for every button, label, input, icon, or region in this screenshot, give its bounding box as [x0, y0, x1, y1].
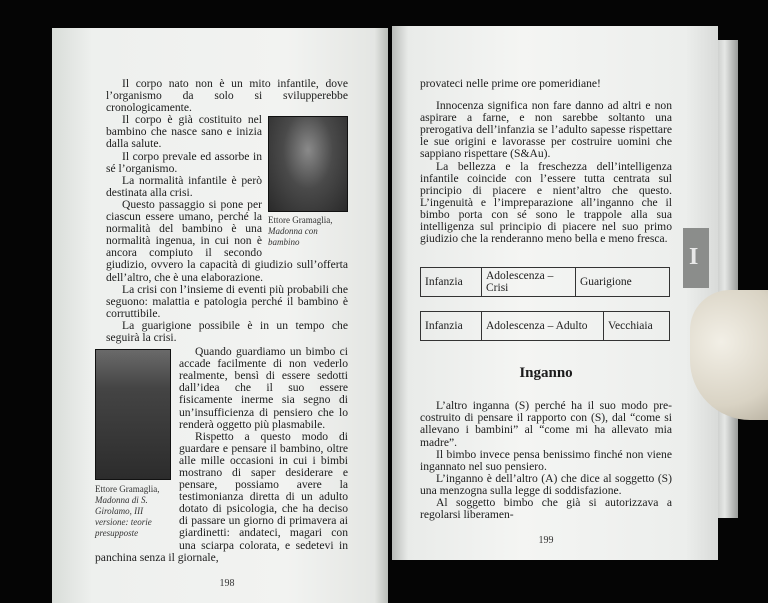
- table-cell: Adolescenza – Crisi: [482, 268, 576, 297]
- right-page: [392, 26, 718, 560]
- paragraph: Il corpo nato non è un mito infantile, dove l’organismo da solo si svilupperebbe cronologicamente.: [106, 77, 348, 115]
- madonna-di-s-girolamo-image: [95, 349, 171, 480]
- page-number: 199: [538, 535, 554, 547]
- paragraph: Il corpo è già costituito nel bambino che nasce sano e inizia dalla salute.: [106, 113, 262, 151]
- madonna-con-bambino-image: [268, 116, 348, 212]
- caption-title: Madonna con bambino: [268, 226, 318, 248]
- right-section-2: [420, 400, 672, 521]
- left-section-2: [95, 346, 348, 564]
- table-cell: Infanzia: [421, 268, 482, 297]
- caption-author: Ettore Gramaglia,: [95, 484, 160, 495]
- life-stages-table-2: [420, 311, 670, 341]
- page-edges: [716, 40, 738, 518]
- left-page: [52, 28, 388, 603]
- image-caption: [95, 484, 171, 539]
- paragraph: Innocenza significa non fare danno ad altri e non aspirare a farne, e non sarebbe soltanto una prerogativa dell’infanzia se l’adulto sapesse rispettare le sue origini e lavorasse per costruire uomini che sappiano rispettare (S&Au).: [420, 99, 672, 161]
- life-stages-table-1: [420, 267, 670, 297]
- table-cell: Infanzia: [421, 312, 482, 341]
- caption-author: Ettore Gramaglia,: [268, 215, 333, 226]
- table-cell: Adolescenza – Adulto: [482, 312, 604, 341]
- madonna-image-figure: [268, 116, 348, 248]
- right-section-1: [420, 78, 672, 245]
- girolamo-image-figure: [95, 349, 171, 539]
- paragraph: L’inganno è dell’altro (A) che dice al soggetto (S) una menzogna sulla legge di soddisfazione.: [420, 471, 672, 497]
- chapter-thumb-tab: [683, 228, 709, 288]
- paragraph: Il bimbo invece pensa benissimo finché non viene ingannato nel suo pensiero.: [420, 447, 672, 473]
- table-cell: Guarigione: [576, 268, 670, 297]
- paragraph: provateci nelle prime ore pomeridiane!: [420, 77, 601, 90]
- paragraph: Al soggetto bimbo che già si autorizzava a regolarsi liberamen-: [420, 495, 672, 522]
- paragraph: La guarigione possibile è in un tempo che seguirà la crisi.: [106, 318, 348, 344]
- left-section-1: [106, 78, 348, 344]
- chapter-tab-label: I: [689, 244, 699, 270]
- caption-title: Madonna di S. Girolamo, III versione: teorie presupposte: [95, 495, 152, 539]
- table-cell: Vecchiaia: [604, 312, 670, 341]
- image-caption: [268, 215, 348, 248]
- paragraph: Il corpo prevale ed assorbe in sé l’organismo.: [106, 149, 262, 175]
- paragraph: La crisi con l’insieme di eventi più probabili che seguono: malattia e patologia perché il bambino è corruttibile.: [106, 282, 348, 320]
- paragraph: Questo passaggio si pone per ciascun essere umano, perché la normalità del bambino è una normalità ingenua, in cui non è ancora compiuto il secondo giudizio, ovvero la capacità di giudizio sull’offerta dell’altro, che è una elaborazione.: [106, 197, 348, 284]
- paragraph: La normalità infantile è però destinata alla crisi.: [106, 173, 262, 199]
- paragraph: La bellezza e la freschezza dell’intelligenza infantile coincide con l’essere tutta centrata sul principio di piacere e nient’altro che questo. L’ingenuità e l’impreparazione all’inganno che il bimbo porta con sé sono le trappole alla sua intelligenza sul principio di piacere nel suo primo giudizio che la renderanno meno bella e meno fresca.: [420, 159, 672, 246]
- paragraph: Quando guardiamo un bimbo ci accade facilmente di non vederlo realmente, bensì di essere sedotti dall’idea che il suo essere fisicamente inerme sia segno di un’insufficienza di pensiero che lo renderà oggetto più plasmabile.: [179, 345, 348, 431]
- page-number: 198: [219, 577, 235, 589]
- section-heading: Inganno: [519, 365, 573, 382]
- paragraph: Rispetto a questo modo di guardare e pensare il bambino, oltre alle mille occasioni in cui i bimbi mostrano di saper desiderare e pensare, possiamo avere la testimonianza diretta di un adulto dotato di psicologia, che ha deciso di passare un giorno di primavera ai giardinetti: andateci, magari con una sciarpa colorata, e sedetevi in panchina senza il giornale,: [95, 429, 348, 564]
- paragraph: L’altro inganna (S) perché ha il suo modo pre-costruito di pensare il rapporto con (S), dal “come si allevano i bambini” al “come mi ha allevato mia madre”.: [420, 399, 672, 449]
